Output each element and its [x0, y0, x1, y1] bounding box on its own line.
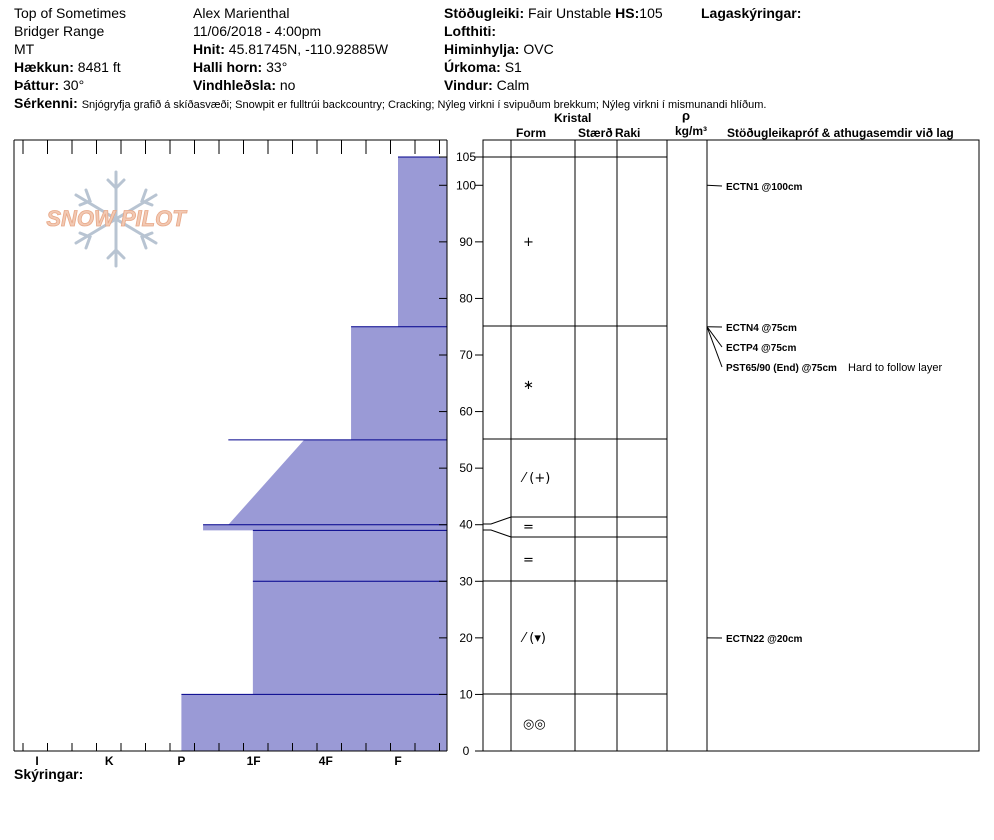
size-header: Stærð [578, 126, 613, 140]
depth-tick-label: 0 [462, 744, 470, 758]
layer-notes-label: Lagaskýringar: [701, 5, 802, 21]
depth-tick-label: 30 [459, 574, 473, 589]
hardness-layer [253, 581, 447, 694]
moisture-header: Raki [615, 126, 641, 140]
grain-form-symbol: ∗ [523, 378, 534, 393]
depth-tick-label: 105 [455, 150, 477, 164]
location-state: MT [14, 41, 35, 57]
wind-label: Vindur: [444, 77, 493, 93]
density-unit-header: kg/m³ [675, 124, 708, 138]
layer-connector [483, 517, 511, 524]
coords-label: Hnit: [193, 41, 225, 57]
datetime: 11/06/2018 - 4:00pm [193, 23, 322, 39]
hardness-layer [253, 530, 447, 581]
coords-value: 45.81745N, -110.92885W [228, 41, 389, 57]
hardness-tick-label: 1F [246, 754, 261, 768]
depth-tick-label: 70 [459, 348, 473, 362]
test-result: ECTP4 @75cm [726, 343, 797, 354]
location-range: Bridger Range [14, 23, 105, 39]
slope-value: 33° [266, 59, 288, 75]
test-comment: Hard to follow layer [848, 362, 943, 374]
test-pointer [707, 327, 722, 367]
grain-form-symbol: = [523, 553, 534, 568]
wind-loading-label: Vindhleðsla: [193, 77, 276, 93]
test-result: ECTN4 @75cm [726, 323, 797, 334]
hardness-tick-label: I [35, 754, 39, 768]
hardness-layer [203, 525, 447, 531]
depth-tick-label: 10 [459, 687, 473, 702]
depth-tick-label: 20 [459, 630, 473, 645]
depth-tick-label: 100 [455, 178, 477, 193]
aspect-value: 30° [63, 77, 85, 93]
table-frame [483, 140, 979, 751]
hs-label: HS: [615, 5, 640, 21]
grain-form-symbol: ⁄ (▾) [523, 631, 546, 646]
depth-tick-label: 40 [459, 517, 473, 532]
precip-value: S1 [504, 59, 522, 75]
stability-label: Stöðugleiki: [444, 5, 525, 21]
test-result: ECTN1 @100cm [726, 182, 803, 193]
test-result: PST65/90 (End) @75cm [726, 363, 837, 374]
tests-header: Stöðugleikapróf & athugasemdir við lag [727, 126, 954, 140]
wind-loading-value: no [279, 77, 296, 93]
test-pointer [707, 327, 722, 347]
slope-label: Halli horn: [193, 59, 263, 75]
sky-value: OVC [523, 41, 554, 57]
grain-form-symbol: = [523, 520, 534, 535]
sky-label: Himinhylja: [444, 41, 520, 57]
hardness-tick-label: K [104, 754, 114, 768]
hs-value: 105 [639, 5, 663, 21]
features-value: Snjógryfja grafið á skíðasvæði; Snowpit er fulltrúi backcountry; Cracking; Nýleg virkni í svipuðum brekkum; Nýleg virkni í mismunandi hlíðum. [81, 99, 767, 111]
layer-connector [483, 530, 511, 537]
features-label: Sérkenni: [14, 95, 78, 111]
depth-tick-label: 50 [459, 461, 473, 476]
hardness-layer [228, 440, 447, 525]
test-pointer [707, 185, 722, 186]
depth-tick-label: 80 [459, 291, 473, 306]
precip-label: Úrkoma: [444, 59, 501, 75]
elevation-label: Hækkun: [14, 59, 74, 75]
form-header: Form [516, 126, 546, 140]
grain-form-symbol: ◎◎ [523, 717, 546, 732]
grain-form-symbol: + [523, 235, 534, 250]
notes-label: Skýringar: [14, 766, 84, 782]
depth-tick-label: 90 [459, 234, 473, 249]
air-temp-label: Lofthiti: [444, 23, 497, 39]
crystal-header: Kristal [554, 111, 592, 125]
grain-form-symbol: ⁄ (+) [523, 471, 551, 486]
location-name: Top of Sometimes [14, 5, 127, 21]
hardness-tick-label: F [394, 754, 402, 768]
aspect-label: Þáttur: [14, 77, 60, 93]
rho-header: ρ [682, 108, 691, 123]
stability-value: Fair Unstable [528, 5, 612, 21]
wind-value: Calm [496, 77, 530, 93]
hardness-tick-label: P [177, 754, 186, 768]
hardness-tick-label: 4F [318, 754, 333, 768]
depth-tick-label: 60 [459, 404, 473, 419]
hardness-layer [351, 327, 447, 440]
hardness-layer [181, 694, 447, 751]
observer: Alex Marienthal [193, 5, 290, 21]
elevation-value: 8481 ft [77, 59, 121, 75]
logo-text: SNOW PILOT [46, 206, 186, 231]
test-result: ECTN22 @20cm [726, 634, 803, 645]
